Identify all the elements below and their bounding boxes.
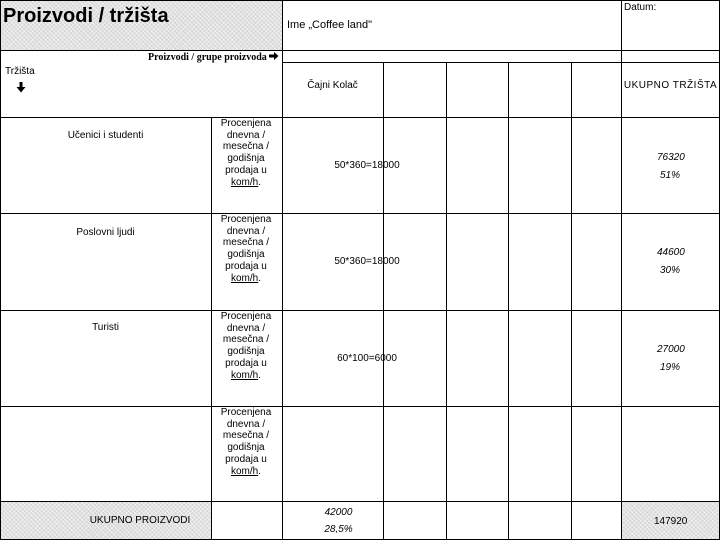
estimate-line: godišnja bbox=[227, 346, 265, 358]
estimate-line: Procenjena bbox=[220, 311, 272, 322]
page-title: Proizvodi / tržišta bbox=[3, 5, 169, 27]
products-row-text: Proizvodi / grupe proizvoda bbox=[148, 52, 267, 63]
grid-line-products-row bbox=[282, 62, 720, 63]
estimate-unit-line bbox=[211, 177, 281, 189]
grid-line-col-b bbox=[446, 62, 447, 540]
calc-value-2: 50*360=18000 bbox=[334, 256, 400, 267]
column-header-product-1: Čajni Kolač bbox=[307, 80, 358, 91]
estimate-unit-line bbox=[211, 466, 281, 478]
market-share-2: 30% bbox=[660, 265, 681, 276]
calc-value-3: 60*100=6000 bbox=[337, 353, 397, 364]
estimate-line: prodaja u bbox=[225, 164, 267, 176]
estimate-line: godišnja bbox=[227, 442, 265, 454]
footer-product-share: 28,5% bbox=[324, 524, 353, 535]
estimate-line: godišnja bbox=[227, 153, 265, 165]
right-arrow-icon bbox=[269, 51, 279, 65]
estimate-label-4 bbox=[211, 407, 281, 477]
estimate-dot: . bbox=[258, 465, 261, 477]
grid-line-row-4-bottom bbox=[0, 501, 720, 502]
calc-value-1: 50*360=18000 bbox=[334, 160, 400, 171]
down-arrow-icon bbox=[16, 80, 26, 91]
market-total-2: 44600 bbox=[657, 247, 685, 258]
grid-line-top bbox=[0, 0, 720, 1]
grid-line-col-d bbox=[571, 62, 572, 540]
estimate-line: Procenjena bbox=[220, 118, 272, 129]
markets-label: Tržišta bbox=[5, 66, 35, 77]
estimate-unit-line bbox=[211, 370, 281, 382]
estimate-line: dnevna / bbox=[226, 225, 266, 237]
estimate-line: dnevna / bbox=[226, 129, 266, 141]
date-label: Datum: bbox=[624, 2, 657, 13]
company-name-label: Ime „Coffee land" bbox=[287, 19, 373, 31]
estimate-line: mesečna / bbox=[222, 237, 270, 249]
estimate-unit: kom/h bbox=[230, 272, 259, 284]
grid-line-row-3-bottom bbox=[0, 406, 720, 407]
market-label-1: Učenici i studenti bbox=[67, 130, 144, 141]
grid-line-col-c bbox=[508, 62, 509, 540]
estimate-line: Procenjena bbox=[220, 214, 272, 225]
estimate-line: dnevna / bbox=[226, 418, 266, 430]
footer-product-total: 42000 bbox=[324, 507, 353, 518]
estimate-line: prodaja u bbox=[225, 260, 267, 272]
market-share-3: 19% bbox=[660, 362, 681, 373]
estimate-dot: . bbox=[258, 176, 261, 188]
market-total-3: 27000 bbox=[657, 344, 685, 355]
estimate-label-2 bbox=[211, 214, 281, 284]
estimate-line: Procenjena bbox=[220, 407, 272, 418]
estimate-dot: . bbox=[258, 369, 261, 381]
estimate-dot: . bbox=[258, 272, 261, 284]
footer-grand-total: 147920 bbox=[654, 516, 688, 527]
estimate-line: prodaja u bbox=[225, 357, 267, 369]
column-header-total-markets: UKUPNO TRŽIŠTA bbox=[623, 80, 718, 91]
grid-line-column-header-bottom bbox=[0, 117, 720, 118]
estimate-line: mesečna / bbox=[222, 430, 270, 442]
grid-line-header-bottom bbox=[0, 50, 720, 51]
estimate-label-3 bbox=[211, 311, 281, 381]
market-total-1: 76320 bbox=[657, 152, 685, 163]
estimate-line: prodaja u bbox=[225, 453, 267, 465]
market-share-1: 51% bbox=[660, 170, 681, 181]
market-label-3: Turisti bbox=[92, 322, 119, 333]
estimate-line: mesečna / bbox=[222, 334, 270, 346]
estimate-unit: kom/h bbox=[230, 369, 259, 381]
grid-line-col-a bbox=[383, 62, 384, 540]
grid-line-row-2-bottom bbox=[0, 310, 720, 311]
estimate-label-1 bbox=[211, 118, 281, 188]
products-row-label bbox=[148, 51, 279, 65]
estimate-unit-line bbox=[211, 273, 281, 285]
grid-line-row-1-bottom bbox=[0, 213, 720, 214]
estimate-line: godišnja bbox=[227, 249, 265, 261]
market-label-2: Poslovni ljudi bbox=[76, 227, 135, 238]
grid-line-left bbox=[0, 0, 1, 540]
footer-total-label: UKUPNO PROIZVODI bbox=[89, 515, 191, 526]
estimate-line: dnevna / bbox=[226, 322, 266, 334]
estimate-unit: kom/h bbox=[230, 176, 259, 188]
estimate-unit: kom/h bbox=[230, 465, 259, 477]
estimate-line: mesečna / bbox=[222, 141, 270, 153]
